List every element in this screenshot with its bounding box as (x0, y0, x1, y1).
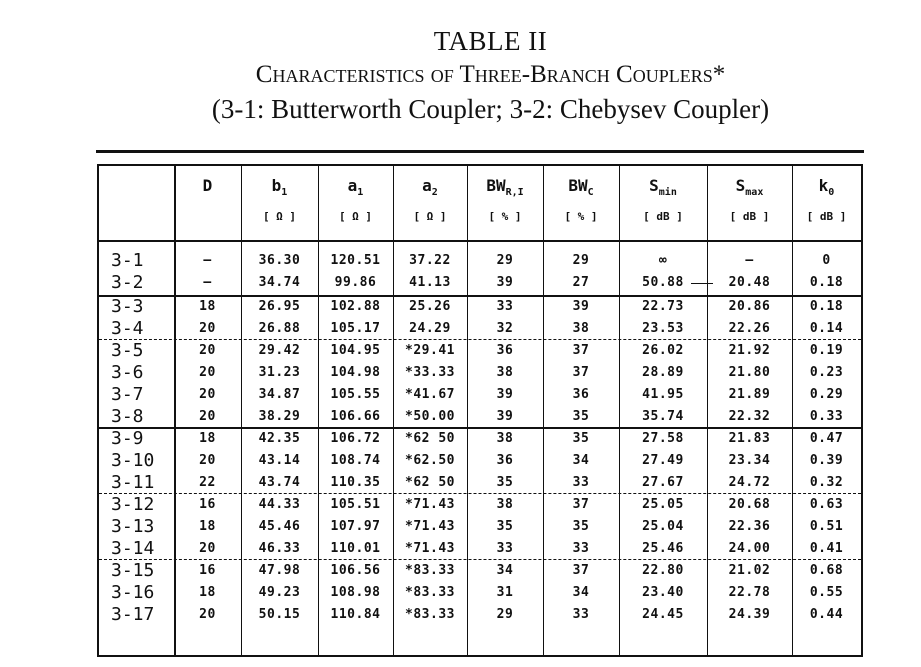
cell-id: 3-14 (111, 538, 155, 559)
connector-line (691, 283, 713, 284)
header-unit: [ dB ] (643, 210, 683, 223)
cell-b1: 38.29 (258, 409, 301, 424)
cell-smax: 22.32 (728, 409, 771, 424)
cell-smax: 20.68 (728, 497, 771, 512)
cell-smin: 27.67 (642, 475, 684, 490)
table-row (99, 472, 861, 494)
cell-a2: 41.13 (409, 275, 451, 290)
table-row (99, 272, 861, 294)
cell-bwri: 36 (496, 453, 514, 468)
cell-id: 3-8 (111, 406, 144, 427)
cell-bwc: 34 (572, 453, 590, 468)
cell-id: 3-17 (111, 604, 155, 625)
cell-smax: 23.34 (728, 453, 771, 468)
cell-smin: 27.49 (642, 453, 684, 468)
cell-k0: 0.18 (809, 299, 844, 314)
cell-bwc: 37 (572, 563, 590, 578)
cell-smax: 21.92 (728, 343, 771, 358)
header-separator (99, 240, 861, 242)
cell-bwri: 35 (496, 519, 514, 534)
cell-b1: 26.88 (258, 321, 301, 336)
cell-id: 3-16 (111, 582, 155, 603)
cell-k0: 0.55 (809, 585, 844, 600)
cell-a1: 105.51 (330, 497, 381, 512)
cell-a2: *83.33 (405, 585, 455, 600)
column-header-smin (619, 166, 707, 240)
cell-id: 3-12 (111, 494, 155, 515)
cell-d: — (203, 253, 212, 268)
cell-id: 3-4 (111, 318, 144, 339)
cell-b1: 45.46 (258, 519, 301, 534)
cell-a2: *83.33 (405, 607, 455, 622)
cell-d: 20 (199, 343, 216, 358)
cell-bwc: 33 (572, 541, 590, 556)
header-symbol: $k_0$ (818, 176, 835, 199)
cell-b1: 31.23 (258, 365, 301, 380)
cell-bwc: 34 (572, 585, 590, 600)
cell-bwri: 35 (496, 475, 514, 490)
cell-bwri: 33 (496, 541, 514, 556)
cell-k0: 0.14 (809, 321, 844, 336)
cell-k0: 0.33 (809, 409, 844, 424)
cell-smin: 23.53 (642, 321, 684, 336)
column-header-id (99, 166, 174, 240)
cell-b1: 42.35 (258, 431, 301, 446)
cell-bwri: 39 (496, 409, 514, 424)
cell-d: 20 (199, 409, 216, 424)
cell-smax: 24.72 (728, 475, 771, 490)
cell-a2: *71.43 (405, 497, 455, 512)
cell-k0: 0.23 (809, 365, 844, 380)
table-row (99, 296, 861, 318)
cell-bwri: 29 (496, 607, 514, 622)
cell-id: 3-3 (111, 296, 144, 317)
cell-a1: 105.55 (330, 387, 381, 402)
cell-id: 3-5 (111, 340, 144, 361)
cell-smin: 25.04 (642, 519, 684, 534)
couplers-table (97, 164, 863, 657)
cell-a2: *29.41 (405, 343, 455, 358)
cell-d: 18 (199, 431, 216, 446)
cell-smin: 35.74 (642, 409, 684, 424)
cell-a2: *62 50 (405, 431, 455, 446)
header-unit: [ Ω ] (262, 210, 297, 223)
cell-a2: *41.67 (405, 387, 455, 402)
column-header-smax (707, 166, 792, 240)
column-header-b1 (241, 166, 318, 240)
header-symbol: D (202, 176, 213, 195)
cell-smax: 21.02 (728, 563, 771, 578)
cell-smin: 41.95 (642, 387, 684, 402)
cell-smax: — (745, 253, 754, 268)
cell-k0: 0.68 (809, 563, 844, 578)
header-symbol: $BW_{R,I}$ (486, 176, 524, 199)
table-caption: (3-1: Butterworth Coupler; 3-2: Chebysev Coupler) (211, 94, 770, 124)
cell-bwc: 35 (572, 431, 590, 446)
cell-a1: 105.17 (330, 321, 381, 336)
column-header-a2 (393, 166, 467, 240)
header-symbol: $S_{max}$ (735, 176, 764, 199)
cell-k0: 0.18 (809, 275, 844, 290)
table-row (99, 384, 861, 406)
cell-smax: 24.00 (728, 541, 771, 556)
cell-a2: *33.33 (405, 365, 455, 380)
table-row (99, 450, 861, 472)
cell-k0: 0.39 (809, 453, 844, 468)
cell-smin: 28.89 (642, 365, 684, 380)
cell-smin: 23.40 (642, 585, 684, 600)
cell-id: 3-6 (111, 362, 144, 383)
cell-a1: 106.72 (330, 431, 381, 446)
table-row (99, 362, 861, 384)
cell-id: 3-10 (111, 450, 155, 471)
top-rule (96, 150, 864, 153)
cell-bwri: 29 (496, 253, 514, 268)
cell-d: 18 (199, 299, 216, 314)
cell-b1: 34.74 (258, 275, 301, 290)
cell-bwc: 33 (572, 475, 590, 490)
cell-b1: 49.23 (258, 585, 301, 600)
cell-b1: 29.42 (258, 343, 301, 358)
cell-bwc: 38 (572, 321, 590, 336)
table-row (99, 604, 861, 626)
cell-smin: 26.02 (642, 343, 684, 358)
table-row (99, 582, 861, 604)
cell-d: 18 (199, 585, 216, 600)
cell-id: 3-9 (111, 428, 144, 449)
table-row (99, 516, 861, 538)
cell-d: 16 (199, 563, 216, 578)
cell-id: 3-13 (111, 516, 155, 537)
cell-k0: 0.44 (809, 607, 844, 622)
table-row (99, 560, 861, 582)
cell-b1: 46.33 (258, 541, 301, 556)
cell-id: 3-11 (111, 472, 155, 493)
cell-bwc: 37 (572, 497, 590, 512)
cell-bwri: 33 (496, 299, 514, 314)
column-header-bwc (543, 166, 619, 240)
cell-a2: *71.43 (405, 541, 455, 556)
cell-k0: 0.51 (809, 519, 844, 534)
table-row (99, 494, 861, 516)
table-row (99, 538, 861, 560)
cell-d: — (203, 275, 212, 290)
cell-smax: 24.39 (728, 607, 771, 622)
cell-bwc: 35 (572, 409, 590, 424)
cell-bwc: 33 (572, 607, 590, 622)
header-unit: [ Ω ] (338, 210, 373, 223)
cell-bwri: 38 (496, 365, 514, 380)
cell-b1: 36.30 (258, 253, 301, 268)
cell-a1: 120.51 (330, 253, 381, 268)
header-unit: [ % ] (564, 210, 598, 223)
cell-smin: 22.80 (642, 563, 684, 578)
header-unit: [ Ω ] (413, 210, 447, 223)
cell-bwc: 29 (572, 253, 590, 268)
cell-d: 20 (199, 387, 216, 402)
cell-a1: 102.88 (330, 299, 381, 314)
cell-k0: 0 (822, 253, 831, 268)
cell-bwri: 31 (496, 585, 514, 600)
cell-d: 18 (199, 519, 216, 534)
cell-smax: 20.86 (728, 299, 771, 314)
cell-a1: 108.98 (330, 585, 381, 600)
cell-smax: 22.78 (728, 585, 771, 600)
cell-a1: 110.35 (330, 475, 381, 490)
header-symbol: $b_1$ (271, 176, 288, 199)
cell-bwri: 34 (496, 563, 514, 578)
cell-a1: 106.66 (330, 409, 381, 424)
cell-id: 3-2 (111, 272, 144, 293)
cell-bwc: 39 (572, 299, 590, 314)
cell-a1: 104.98 (330, 365, 381, 380)
cell-b1: 34.87 (258, 387, 301, 402)
cell-smin: 25.46 (642, 541, 684, 556)
table-row (99, 406, 861, 428)
title-block (0, 24, 921, 126)
cell-smin: ∞ (658, 253, 668, 268)
cell-b1: 44.33 (258, 497, 301, 512)
cell-b1: 50.15 (258, 607, 301, 622)
cell-smax: 22.36 (728, 519, 771, 534)
cell-smin: 24.45 (642, 607, 684, 622)
cell-b1: 26.95 (258, 299, 301, 314)
cell-bwc: 35 (572, 519, 590, 534)
column-header-d (174, 166, 241, 240)
cell-bwri: 39 (496, 387, 514, 402)
cell-k0: 0.41 (809, 541, 844, 556)
cell-d: 20 (199, 607, 216, 622)
cell-d: 20 (199, 321, 216, 336)
cell-bwc: 37 (572, 343, 590, 358)
header-unit: [ dB ] (729, 210, 770, 223)
header-symbol: $BW_C$ (568, 176, 594, 199)
cell-bwri: 38 (496, 497, 514, 512)
column-header-a1 (318, 166, 393, 240)
cell-a1: 104.95 (330, 343, 381, 358)
cell-bwc: 37 (572, 365, 590, 380)
cell-bwc: 36 (572, 387, 590, 402)
table-row (99, 250, 861, 272)
cell-d: 22 (199, 475, 216, 490)
cell-smin: 50.88 (642, 275, 684, 290)
cell-a2: *62.50 (405, 453, 455, 468)
cell-k0: 0.63 (809, 497, 844, 512)
cell-bwc: 27 (572, 275, 590, 290)
cell-d: 20 (199, 365, 216, 380)
cell-a1: 107.97 (330, 519, 381, 534)
table-row (99, 428, 861, 450)
cell-a2: *50.00 (405, 409, 455, 424)
header-symbol: $a_1$ (347, 176, 364, 199)
cell-b1: 47.98 (258, 563, 301, 578)
cell-smax: 22.26 (728, 321, 771, 336)
header-symbol: $S_{min}$ (649, 176, 677, 199)
cell-smin: 27.58 (642, 431, 684, 446)
cell-k0: 0.29 (809, 387, 844, 402)
cell-b1: 43.14 (258, 453, 301, 468)
cell-a1: 106.56 (330, 563, 381, 578)
cell-a1: 108.74 (330, 453, 381, 468)
cell-id: 3-1 (111, 250, 144, 271)
column-header-bwri (467, 166, 543, 240)
cell-id: 3-7 (111, 384, 144, 405)
cell-smin: 22.73 (642, 299, 684, 314)
cell-smax: 21.89 (728, 387, 771, 402)
cell-a2: *71.43 (405, 519, 455, 534)
cell-a2: *62 50 (405, 475, 455, 490)
cell-bwri: 36 (496, 343, 514, 358)
cell-bwri: 38 (496, 431, 514, 446)
cell-bwri: 39 (496, 275, 514, 290)
cell-a2: 25.26 (409, 299, 451, 314)
cell-a2: *83.33 (405, 563, 455, 578)
column-header-k0 (792, 166, 861, 240)
header-unit: [ dB ] (806, 210, 847, 223)
cell-d: 20 (199, 541, 216, 556)
cell-a1: 99.86 (334, 275, 377, 290)
cell-k0: 0.19 (809, 343, 844, 358)
table-row (99, 318, 861, 340)
cell-smin: 25.05 (642, 497, 684, 512)
cell-a1: 110.01 (330, 541, 381, 556)
table-subtitle: Characteristics of Three-Branch Couplers* (255, 61, 726, 88)
cell-d: 20 (199, 453, 216, 468)
table-title: TABLE II (433, 26, 548, 56)
cell-id: 3-15 (111, 560, 155, 581)
table-row (99, 340, 861, 362)
cell-smax: 20.48 (728, 275, 771, 290)
header-symbol: $a_2$ (422, 176, 438, 199)
cell-b1: 43.74 (258, 475, 301, 490)
header-unit: [ % ] (488, 210, 522, 223)
cell-a1: 110.84 (330, 607, 381, 622)
cell-a2: 37.22 (409, 253, 451, 268)
cell-d: 16 (199, 497, 216, 512)
cell-bwri: 32 (496, 321, 514, 336)
cell-smax: 21.80 (728, 365, 771, 380)
cell-a2: 24.29 (409, 321, 451, 336)
cell-k0: 0.32 (809, 475, 844, 490)
cell-smax: 21.83 (728, 431, 771, 446)
cell-k0: 0.47 (809, 431, 844, 446)
